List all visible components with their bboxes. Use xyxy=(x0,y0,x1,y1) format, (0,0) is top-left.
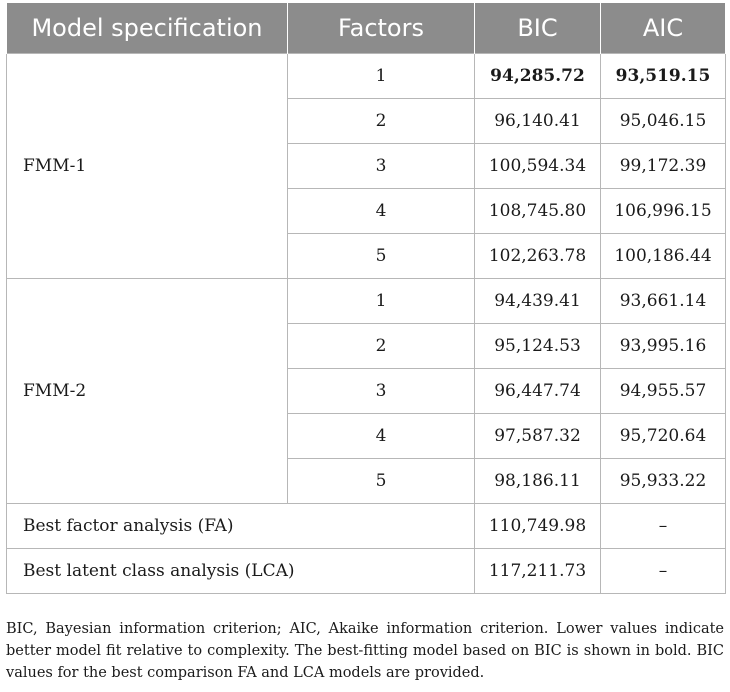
bic-cell-best: 94,285.72 xyxy=(475,54,601,99)
bic-cell: 100,594.34 xyxy=(475,144,601,189)
table-footnote: BIC, Bayesian information criterion; AIC, Akaike information criterion. Lower values indicate better model fit relative to complexity. The best-fitting model based on BIC is shown in bold. BIC values for the best comparison FA and LCA models are provided. xyxy=(6,620,724,681)
aic-cell-best: 93,519.15 xyxy=(601,54,726,99)
header-bic: BIC xyxy=(475,3,601,54)
bic-cell: 117,211.73 xyxy=(475,549,601,594)
bic-cell: 108,745.80 xyxy=(475,189,601,234)
header-model-specification: Model specification xyxy=(7,3,288,54)
table-row-comparison-lca xyxy=(7,549,726,594)
factors-cell: 5 xyxy=(288,234,475,279)
aic-cell: 100,186.44 xyxy=(601,234,726,279)
factors-cell: 4 xyxy=(288,189,475,234)
header-row xyxy=(7,3,726,54)
aic-cell: 95,720.64 xyxy=(601,414,726,459)
aic-cell: 99,172.39 xyxy=(601,144,726,189)
table-row xyxy=(7,54,726,99)
aic-cell: – xyxy=(601,549,726,594)
aic-cell: 93,661.14 xyxy=(601,279,726,324)
header-aic: AIC xyxy=(601,3,726,54)
bic-cell: 94,439.41 xyxy=(475,279,601,324)
factors-cell: 3 xyxy=(288,144,475,189)
factors-cell: 2 xyxy=(288,99,475,144)
aic-cell: 93,995.16 xyxy=(601,324,726,369)
group-label-fmm-2: FMM-2 xyxy=(7,279,288,504)
aic-cell: 94,955.57 xyxy=(601,369,726,414)
aic-cell: 106,996.15 xyxy=(601,189,726,234)
model-fit-table xyxy=(6,3,726,594)
factors-cell: 5 xyxy=(288,459,475,504)
header-factors: Factors xyxy=(288,3,475,54)
bic-cell: 98,186.11 xyxy=(475,459,601,504)
factors-cell: 1 xyxy=(288,279,475,324)
factors-cell: 2 xyxy=(288,324,475,369)
factors-cell: 4 xyxy=(288,414,475,459)
group-label-fmm-1: FMM-1 xyxy=(7,54,288,279)
bic-cell: 96,140.41 xyxy=(475,99,601,144)
table-row xyxy=(7,279,726,324)
bic-cell: 102,263.78 xyxy=(475,234,601,279)
bic-cell: 110,749.98 xyxy=(475,504,601,549)
comparison-label-fa: Best factor analysis (FA) xyxy=(7,504,475,549)
aic-cell: 95,046.15 xyxy=(601,99,726,144)
aic-cell: 95,933.22 xyxy=(601,459,726,504)
bic-cell: 95,124.53 xyxy=(475,324,601,369)
factors-cell: 1 xyxy=(288,54,475,99)
comparison-label-lca: Best latent class analysis (LCA) xyxy=(7,549,475,594)
table-row-comparison-fa xyxy=(7,504,726,549)
bic-cell: 97,587.32 xyxy=(475,414,601,459)
bic-cell: 96,447.74 xyxy=(475,369,601,414)
aic-cell: – xyxy=(601,504,726,549)
factors-cell: 3 xyxy=(288,369,475,414)
